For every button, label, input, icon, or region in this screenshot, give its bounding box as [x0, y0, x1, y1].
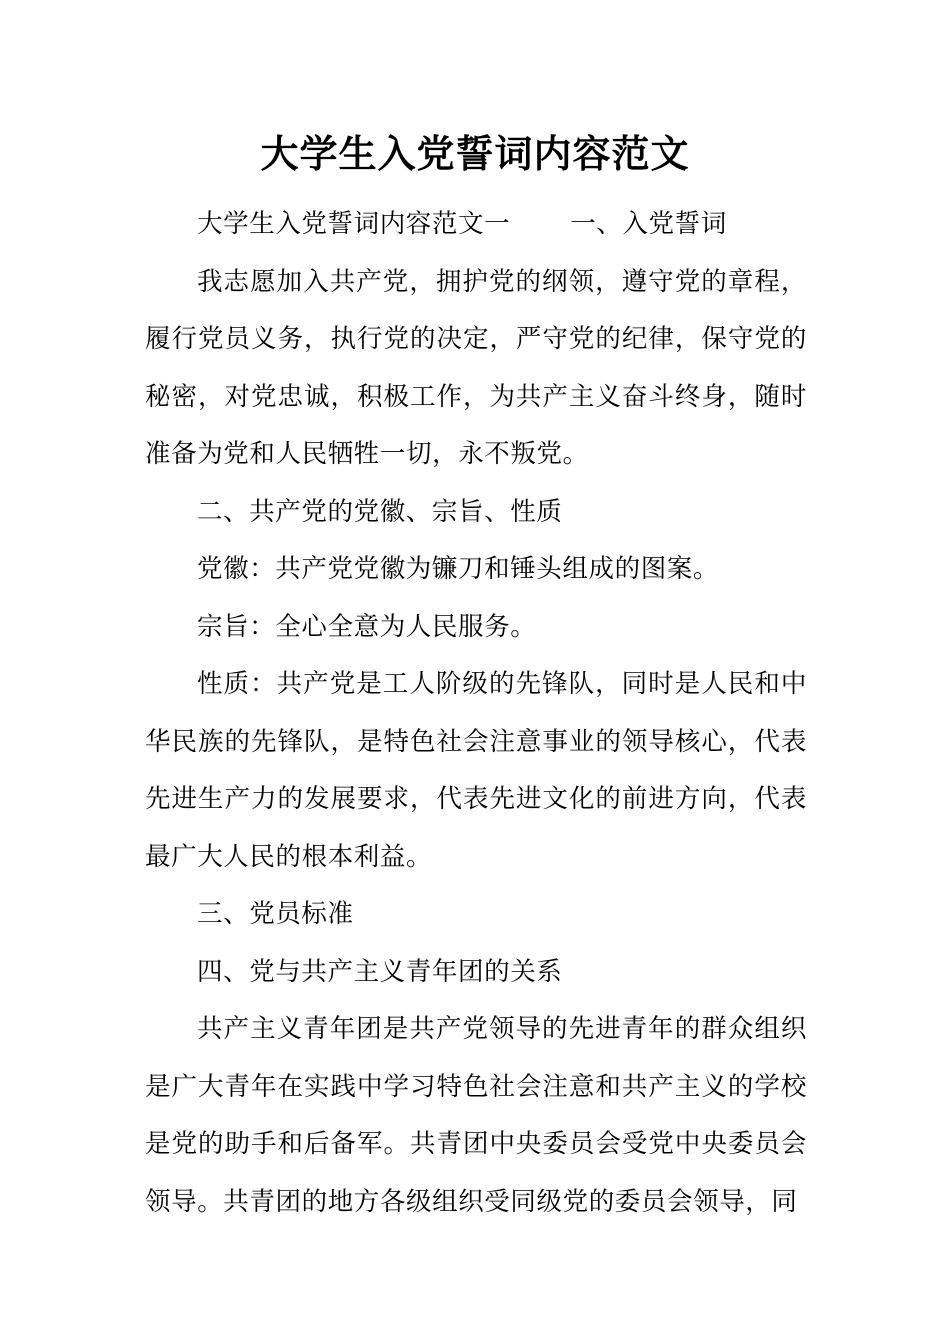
intro-part-2: 一、入党誓词 [570, 209, 727, 239]
section-heading-3: 三、党员标准 [197, 899, 354, 929]
youth-league-paragraph: 共产主义青年团是共产党领导的先进青年的群众组织是广大青年在实践中学习特色社会注意和共产主义的学校是党的助手和后备军。共青团中央委员会受党中央委员会领导。共青团的地方各级组织受同级党的委员会领导，同 [145, 1014, 807, 1217]
purpose-paragraph: 宗旨：全心全意为人民服务。 [197, 611, 537, 642]
emblem-paragraph: 党徽：共产党党徽为镰刀和锤头组成的图案。 [197, 554, 720, 584]
intro-part-1: 大学生入党誓词内容范文一 [197, 209, 511, 239]
nature-paragraph: 性质：共产党是工人阶级的先锋队，同时是人民和中华民族的先锋队，是特色社会注意事业的领导核心，代表先进生产力的发展要求，代表先进文化的前进方向，代表最广大人民的根本利益。 [145, 669, 807, 872]
oath-paragraph: 我志愿加入共产党，拥护党的纲领，遵守党的章程，履行党员义务，执行党的决定，严守党的纪律，保守党的秘密，对党忠诚，积极工作，为共产主义奋斗终身，随时准备为党和人民牺牲一切，永不叛党。 [145, 266, 807, 469]
intro-line [145, 196, 807, 254]
section-heading-2: 二、共产党的党徽、宗旨、性质 [197, 496, 563, 527]
section-heading-4: 四、党与共产主义青年团的关系 [197, 956, 563, 987]
document-title: 大学生入党誓词内容范文 [260, 131, 690, 176]
document-body [145, 196, 807, 1231]
